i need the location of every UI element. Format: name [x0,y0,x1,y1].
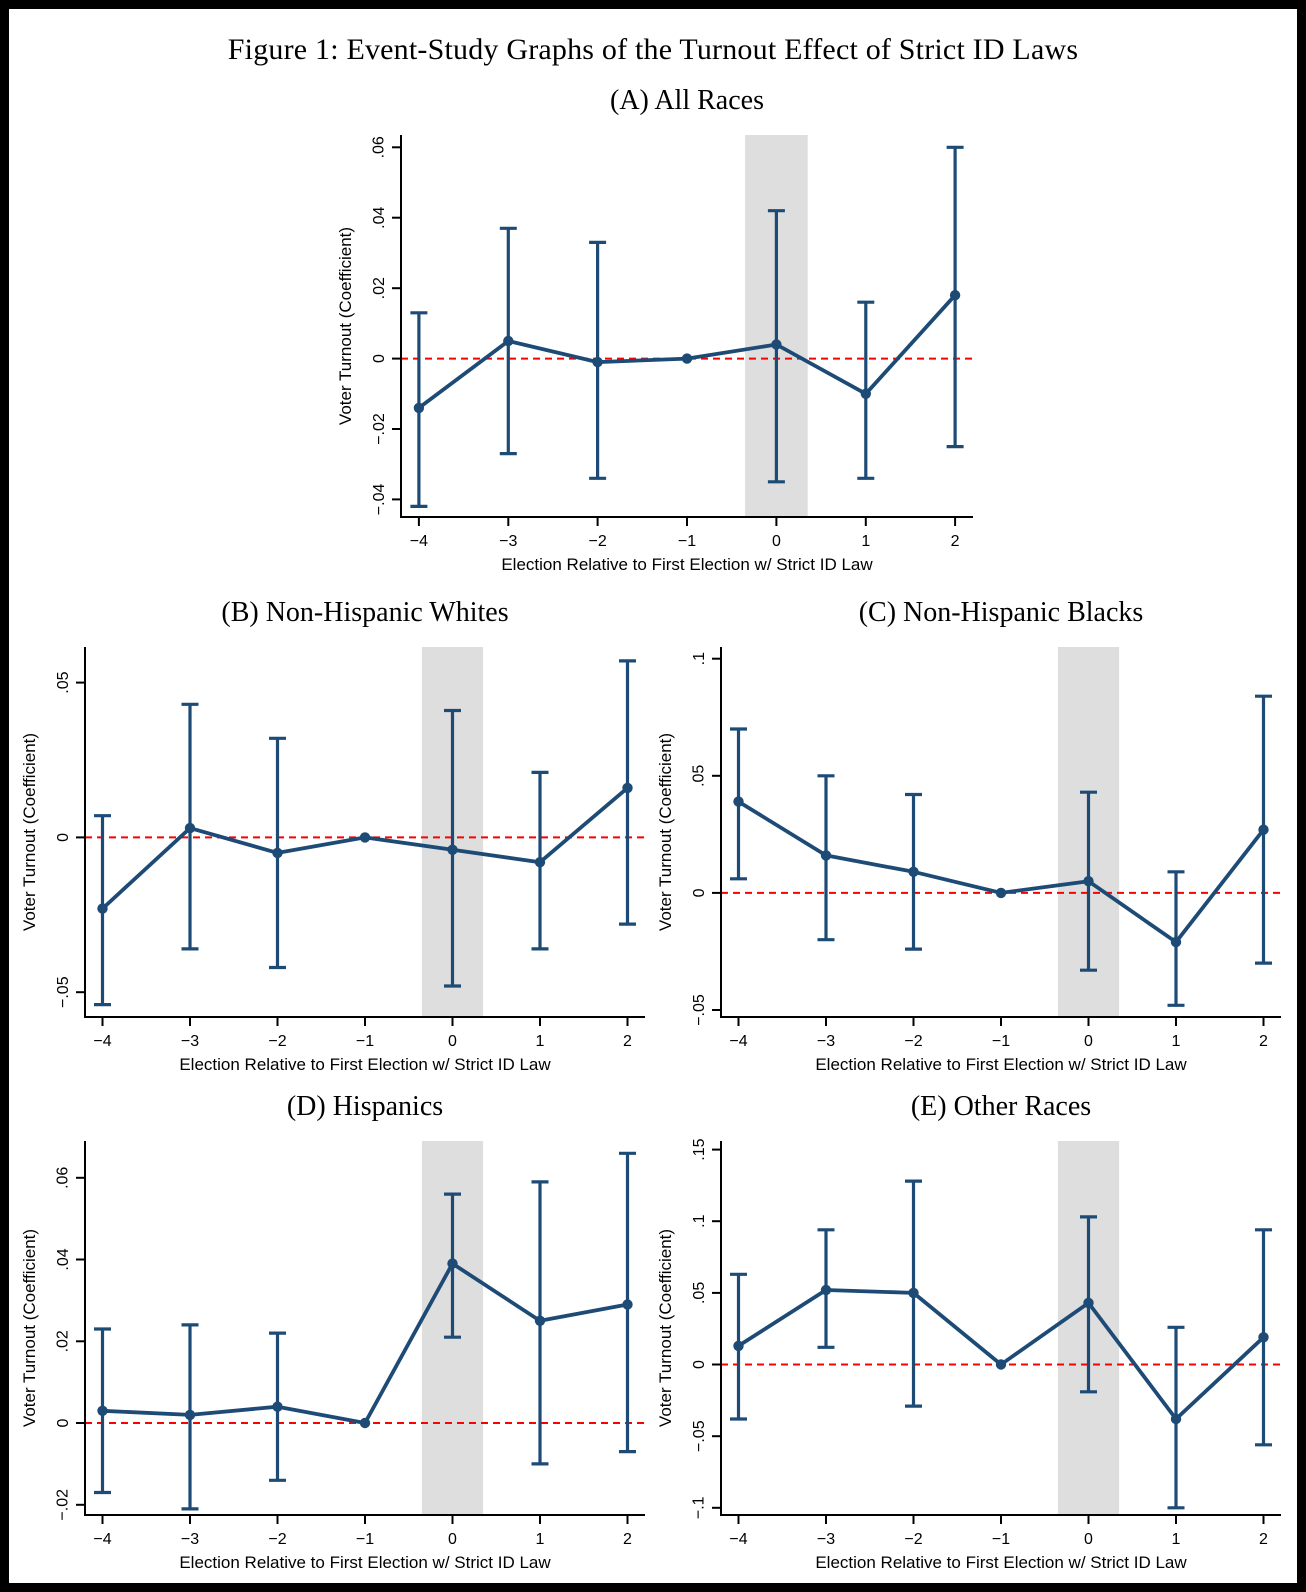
estimate-point [360,832,370,842]
x-tick-label: 2 [623,1531,632,1548]
panel-d-hispanics-chart [20,1081,661,1583]
y-tick-label: 0 [54,1418,72,1428]
y-axis-title: Voter Turnout (Coefficient) [656,1228,675,1428]
estimate-point [821,1285,831,1295]
x-tick-label: 1 [535,1033,545,1050]
y-tick-label: −.02 [54,1489,72,1521]
x-tick-label: 1 [535,1531,545,1548]
y-axis-ticks [691,652,721,1026]
estimate-point [535,857,545,867]
x-axis-ticks [729,1017,1268,1050]
x-tick-label: 1 [861,533,871,550]
y-tick-label: 0 [690,1360,708,1369]
x-tick-label: −2 [588,533,607,550]
estimate-point [1171,937,1181,947]
x-axis-ticks [410,517,960,550]
x-axis-title: Election Relative to First Election w/ Strict ID Law [179,1055,551,1074]
x-tick-label: −4 [729,1033,748,1050]
y-tick-label: .05 [690,1281,708,1305]
x-tick-label: −3 [180,1033,200,1050]
estimate-point [682,353,692,363]
y-tick-label: −.02 [370,413,388,445]
x-tick-label: 2 [1259,1033,1268,1050]
axes [400,135,973,518]
confidence-intervals [94,1153,636,1509]
x-tick-label: 0 [1084,1531,1093,1548]
estimate-point [1258,825,1268,835]
y-tick-label: .04 [54,1248,72,1271]
y-axis-ticks [55,671,85,1008]
x-axis-ticks [93,1017,632,1050]
axes [84,1141,645,1516]
x-axis-ticks [93,1515,632,1548]
estimate-line [739,802,1264,943]
x-tick-label: −2 [904,1531,923,1548]
y-tick-label: −.1 [690,1496,708,1520]
y-axis-title: Voter Turnout (Coefficient) [20,1228,39,1428]
x-tick-label: −1 [355,1033,375,1050]
estimate-point [185,1410,195,1420]
axes [720,647,1281,1018]
estimate-point [908,867,918,877]
estimate-point [1083,1298,1093,1308]
y-tick-label: 0 [54,832,72,842]
y-tick-label: .02 [370,277,388,300]
estimate-point [414,403,424,413]
estimate-point [733,1341,743,1351]
x-axis-title: Election Relative to First Election w/ Strict ID Law [815,1553,1187,1572]
y-tick-label: .02 [54,1330,72,1353]
panel-b-non-hispanic-whites-chart [20,587,661,1085]
y-tick-label: 0 [370,354,388,364]
x-axis-title: Election Relative to First Election w/ Strict ID Law [179,1553,551,1572]
y-tick-label: .06 [370,136,388,159]
y-tick-label: −.04 [370,483,388,516]
estimate-point [622,783,632,793]
estimate-point [1171,1414,1181,1424]
estimate-points [97,1258,632,1428]
estimate-point [185,823,195,833]
x-tick-label: −4 [93,1531,112,1548]
estimate-point [1083,876,1093,886]
x-tick-label: −1 [355,1531,375,1548]
x-tick-label: 1 [1171,1531,1181,1548]
x-tick-label: −1 [677,533,697,550]
y-tick-label: −.05 [690,994,708,1026]
estimate-point [592,357,602,367]
estimate-point [622,1299,632,1309]
y-axis-ticks [55,1167,85,1521]
estimate-point [733,796,743,806]
estimate-point [447,845,457,855]
x-tick-label: 2 [623,1033,632,1050]
x-tick-label: −4 [409,533,429,550]
estimate-line [739,1290,1264,1419]
estimate-line [103,1264,628,1423]
panel-title: (D) Hispanics [286,1091,444,1122]
estimate-point [771,339,781,349]
x-tick-label: 0 [771,533,781,550]
y-tick-label: 0 [690,888,708,898]
x-tick-label: 0 [448,1531,457,1548]
x-axis-title: Election Relative to First Election w/ Strict ID Law [501,555,873,574]
panel-title: (A) All Races [610,85,764,116]
y-tick-label: .1 [690,652,708,666]
x-tick-label: −1 [991,1531,1011,1548]
x-tick-label: 0 [448,1033,457,1050]
estimate-point [996,888,1006,898]
x-tick-label: −1 [991,1033,1011,1050]
x-axis-ticks [729,1515,1268,1548]
axes [720,1141,1281,1516]
estimate-point [272,848,282,858]
estimate-point [447,1258,457,1268]
y-tick-label: −.05 [54,976,72,1008]
panel-a-all-races-chart [325,75,991,585]
estimate-point [996,1359,1006,1369]
estimate-line [103,788,628,909]
panel-title: (E) Other Races [910,1091,1092,1122]
estimate-point [950,290,960,300]
confidence-intervals [730,696,1272,1005]
estimate-point [861,389,871,399]
estimate-point [272,1402,282,1412]
x-tick-label: −4 [93,1033,112,1050]
y-tick-label: .06 [54,1166,72,1189]
estimate-point [821,850,831,860]
y-tick-label: .1 [690,1214,708,1228]
x-tick-label: 2 [1259,1531,1268,1548]
y-axis-ticks [371,136,401,515]
x-tick-label: −4 [729,1531,748,1548]
x-tick-label: 1 [1171,1033,1181,1050]
y-tick-label: .15 [690,1138,708,1161]
estimate-points [97,783,632,914]
confidence-intervals [730,1181,1272,1508]
x-tick-label: 0 [1084,1033,1093,1050]
panel-c-non-hispanic-blacks-chart [656,587,1297,1085]
x-tick-label: −2 [268,1033,287,1050]
y-tick-label: −.05 [690,1420,708,1452]
y-tick-label: .04 [370,206,388,229]
estimate-point [360,1418,370,1428]
estimate-points [733,1285,1268,1424]
x-tick-label: −3 [816,1531,836,1548]
estimate-point [908,1288,918,1298]
estimate-line [419,295,955,408]
x-tick-label: −3 [180,1531,200,1548]
y-tick-label: .05 [690,764,708,787]
x-tick-label: −2 [904,1033,923,1050]
estimate-point [97,1406,107,1416]
y-axis-title: Voter Turnout (Coefficient) [656,732,675,932]
y-tick-label: .05 [54,671,72,694]
x-tick-label: 2 [950,533,960,550]
y-axis-title: Voter Turnout (Coefficient) [336,226,355,426]
panel-e-other-races-chart [656,1081,1297,1583]
x-tick-label: −3 [499,533,518,550]
confidence-intervals [410,147,963,506]
estimate-point [1258,1332,1268,1342]
x-tick-label: −2 [268,1531,287,1548]
estimate-point [535,1316,545,1326]
estimate-point [503,336,513,346]
x-axis-title: Election Relative to First Election w/ Strict ID Law [815,1055,1187,1074]
panel-title: (C) Non-Hispanic Blacks [858,597,1144,628]
estimate-point [97,903,107,913]
figure-title: Figure 1: Event-Study Graphs of the Turnout Effect of Strict ID Laws [227,33,1079,66]
x-tick-label: −3 [816,1033,836,1050]
panel-title: (B) Non-Hispanic Whites [221,597,509,628]
y-axis-title: Voter Turnout (Coefficient) [20,732,39,932]
y-axis-ticks [691,1138,721,1519]
